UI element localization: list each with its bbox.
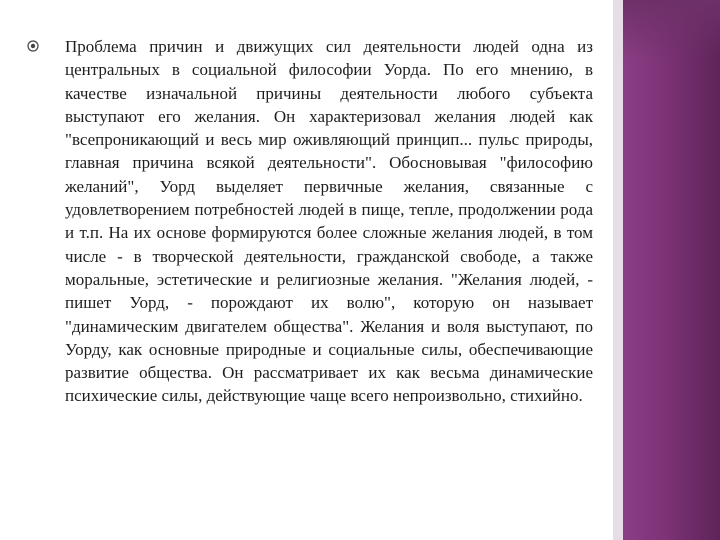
side-decor-panel — [623, 0, 720, 540]
body-paragraph: Проблема причин и движущих сил деятельности людей одна из центральных в социальной философии Уорда. По его мнению, в качестве изначальной причины деятельности любого субъекта выступают его желания. Он характеризовал желания людей как "всепроникающий и весь мир оживляющий принцип... пульс природы, главная причина всякой деятельности". Обосновывая "философию желаний", Уорд выделяет первичные желания, связанные с удовлетворением потребностей людей в пище, тепле, продолжении рода и т.п. На их основе формируются более сложные желания людей, в том числе - в творческой деятельности, гражданской свободе, а также моральные, эстетические и религиозные желания. "Желания людей, - пишет Уорд, - порождают их волю", которую он называет "динамическим двигателем общества". Желания и воля выступают, по Уорду, как основные природные и социальные силы, обеспечивающие развитие общества. Он рассматривает их как весьма динамические психические силы, действующие чаще всего непроизвольно, стихийно. — [65, 37, 593, 406]
side-accent-strip — [613, 0, 623, 540]
target-bullet-icon — [27, 40, 39, 52]
